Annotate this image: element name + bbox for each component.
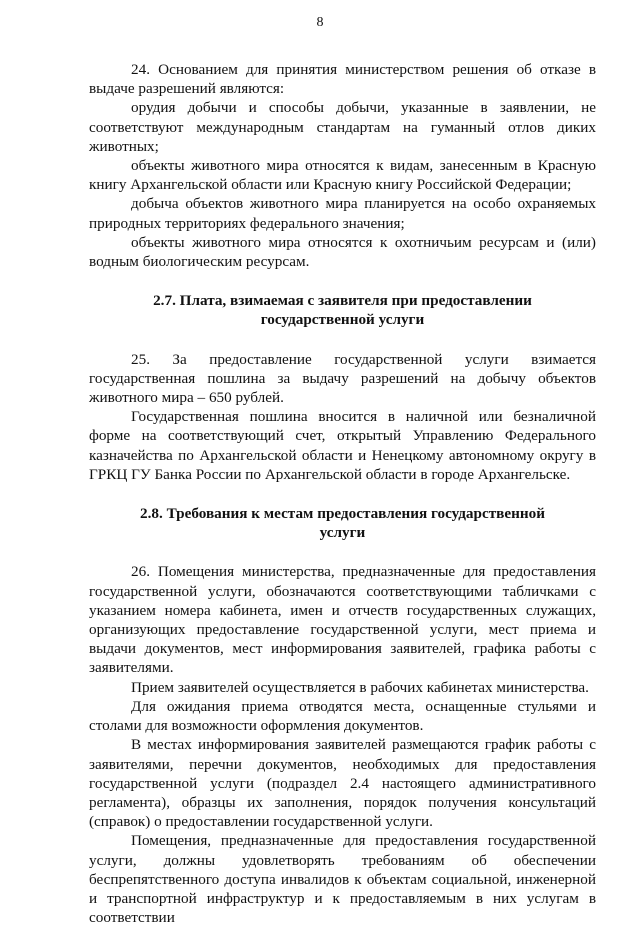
paragraph-waiting-area: Для ожидания приема отводятся места, оснащенные стульями и столами для возможности оформления документов. — [89, 697, 596, 735]
paragraph-accessibility: Помещения, предназначенные для предоставления государственной услуги, должны удовлетворять требованиям об обеспечении беспрепятственного доступа инвалидов к объектам социальной, инженерной и транспортной инфраструктур и к предоставляемым в них услугам в соответствии — [89, 832, 596, 927]
list-item-refusal-reason: объекты животного мира относятся к охотничьим ресурсам и (или) водным биологическим ресурсам. — [89, 233, 596, 271]
paragraph-info-places: В местах информирования заявителей размещаются график работы с заявителями, перечни документов, необходимых для предоставления государственной услуги (подраздел 2.4 настоящего административного регламента), образцы их заполнения, порядок получения консультаций (справок) о предоставлении государственной услуги. — [89, 736, 596, 831]
paragraph-25: 25. За предоставление государственной услуги взимается государственная пошлина за выдачу разрешений на добычу объектов животного мира – 650 рублей. — [89, 350, 596, 407]
section-heading-2-8: 2.8. Требования к местам предоставления государственной услуги — [140, 505, 545, 542]
section-heading-2-7: 2.7. Плата, взимаемая с заявителя при предоставлении государственной услуги — [153, 292, 532, 329]
paragraph-26: 26. Помещения министерства, предназначенные для предоставления государственной услуги, обозначаются соответствующими табличками с указанием номера кабинета, имен и отчеств государственных служащих, организующих предоставление государственной услуги, мест приема и выдачи документов, мест информирования заявителей, графика работы с заявителями. — [89, 563, 596, 677]
list-item-refusal-reason: добыча объектов животного мира планируется на особо охраняемых природных территориях федерального значения; — [89, 195, 596, 232]
paragraph-state-fee: Государственная пошлина вносится в наличной или безналичной форме на соответствующий счет, открытый Управлению Федерального казначейства по Архангельской области и Ненецкому автономному округу в ГРКЦ ГУ Банка России по Архангельской области в городе Архангельске. — [89, 408, 596, 483]
list-item-refusal-reason: объекты животного мира относятся к видам, занесенным в Красную книгу Архангельской области или Красную книгу Российской Федерации; — [89, 157, 596, 194]
document-body — [89, 60, 596, 927]
page-number: 8 — [316, 15, 324, 30]
paragraph-reception: Прием заявителей осуществляется в рабочих кабинетах министерства. — [131, 678, 589, 696]
paragraph-24: 24. Основанием для принятия министерством решения об отказе в выдаче разрешений являются: — [89, 61, 596, 98]
list-item-refusal-reason: орудия добычи и способы добычи, указанные в заявлении, не соответствуют международным стандартам на гуманный отлов диких животных; — [89, 99, 596, 155]
